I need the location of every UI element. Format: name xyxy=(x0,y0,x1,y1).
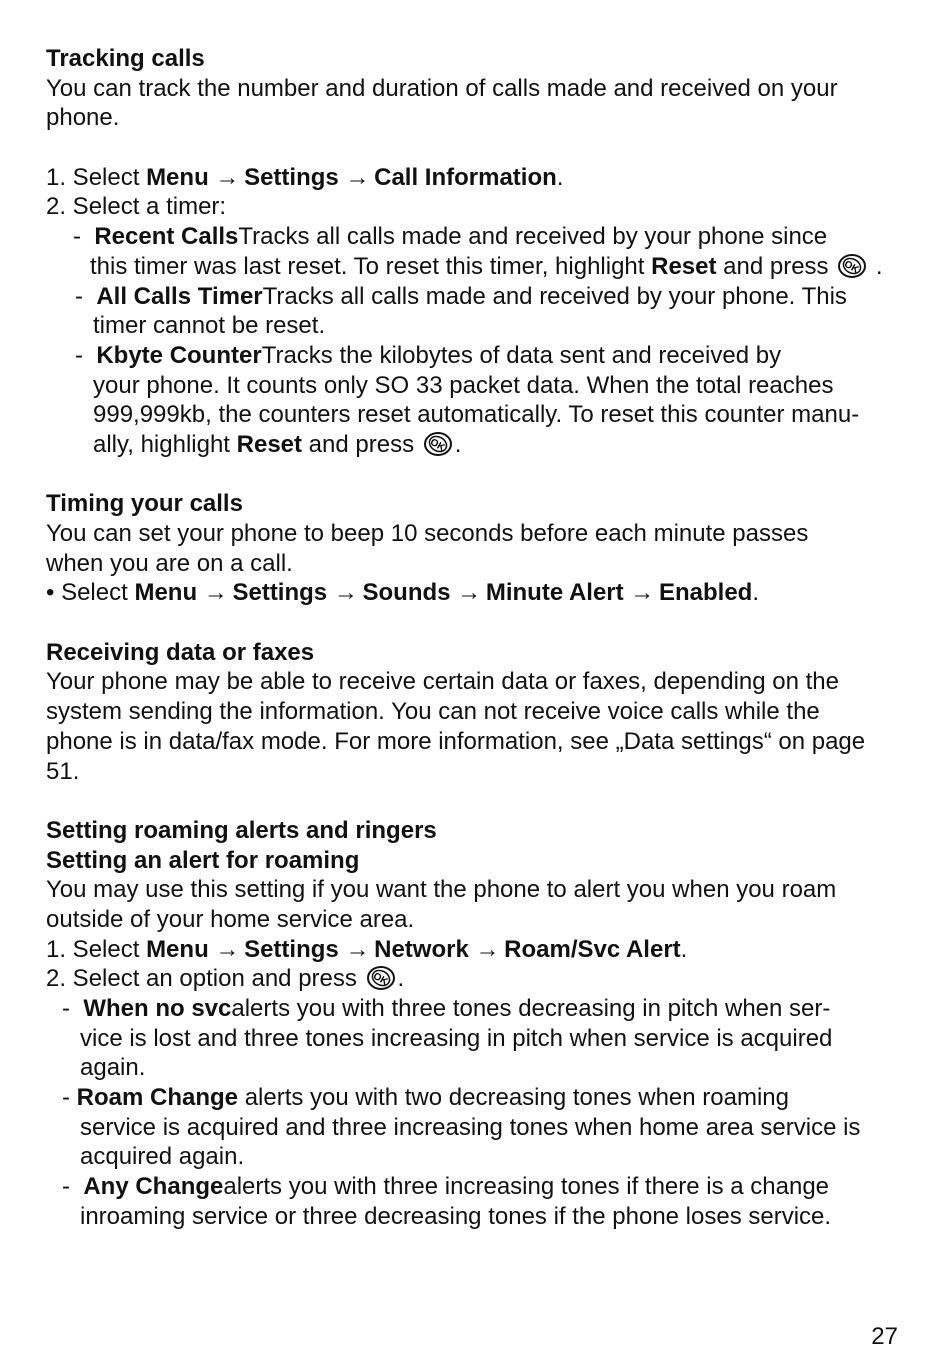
ok-key-icon xyxy=(837,252,867,280)
receiving-text-line-1: Your phone may be able to receive certain data or faxes, depending on the xyxy=(46,668,839,696)
svg-text:OK: OK xyxy=(842,258,861,276)
arrow-right-icon: → xyxy=(475,935,500,963)
arrow-right-icon: → xyxy=(215,935,240,963)
tracking-intro-line-1: You can track the number and duration of calls made and received on your xyxy=(46,74,838,102)
when-no-svc-item-line-3: again. xyxy=(80,1054,146,1082)
roam-change-item-line-2: service is acquired and three increasing tones when home area service is xyxy=(80,1113,861,1141)
arrow-right-icon: → xyxy=(203,579,228,607)
kbyte-counter-item-line-4: ally, highlight Reset and press OK . xyxy=(93,430,462,458)
subsection-heading-roaming-alert: Setting an alert for roaming xyxy=(46,846,360,874)
all-calls-timer-item: - All Calls TimerTracks all calls made and received by your phone. This xyxy=(75,282,847,310)
ok-key-icon xyxy=(423,430,453,458)
when-no-svc-item: - When no svcalerts you with three tones decreasing in pitch when ser- xyxy=(62,995,831,1022)
roaming-text-line-2: outside of your home service area. xyxy=(46,905,415,933)
recent-calls-item: - Recent CallsTracks all calls made and received by your phone since xyxy=(73,223,828,251)
svg-text:OK: OK xyxy=(370,971,390,989)
call-information-label: Call Information xyxy=(374,163,557,191)
ok-key-icon xyxy=(366,964,396,992)
arrow-right-icon: → xyxy=(215,163,240,191)
section-heading-roaming-alerts: Setting roaming alerts and ringers xyxy=(46,816,437,844)
arrow-right-icon: → xyxy=(345,163,370,191)
kbyte-counter-item-line-2: your phone. It counts only SO 33 packet data. When the total reaches xyxy=(93,371,834,399)
section-heading-receiving-data: Receiving data or faxes xyxy=(46,638,315,666)
timing-bullet: • Select Menu → Settings → Sounds → Minute Alert → Enabled. xyxy=(46,579,759,607)
when-no-svc-item-line-2: vice is lost and three tones increasing in pitch when service is acquired xyxy=(80,1024,833,1052)
manual-page xyxy=(46,44,906,1232)
kbyte-counter-item-line-3: 999,999kb, the counters reset automatically. To reset this counter manu- xyxy=(93,401,860,429)
roaming-text-line-1: You may use this setting if you want the phone to alert you when you roam xyxy=(46,876,837,904)
arrow-right-icon: → xyxy=(457,579,482,607)
tracking-step-1: 1. Select Menu → Settings → Call Information. xyxy=(46,163,564,191)
all-calls-timer-item-line-2: timer cannot be reset. xyxy=(93,312,326,340)
kbyte-counter-item: - Kbyte CounterTracks the kilobytes of data sent and received by xyxy=(75,341,782,369)
tracking-step-2: 2. Select a timer: xyxy=(46,193,227,221)
roam-change-item-line-3: acquired again. xyxy=(80,1143,245,1171)
receiving-text-line-4: 51. xyxy=(46,757,80,785)
menu-label: Menu xyxy=(146,163,209,191)
section-heading-timing-calls: Timing your calls xyxy=(46,490,243,518)
timing-text-line-1: You can set your phone to beep 10 seconds before each minute passes xyxy=(46,520,809,547)
page-number: 27 xyxy=(871,1323,898,1350)
recent-calls-item-line-2: this timer was last reset. To reset this timer, highlight Reset and press OK . xyxy=(90,252,883,280)
receiving-text-line-2: system sending the information. You can not receive voice calls while the xyxy=(46,698,820,726)
arrow-right-icon: → xyxy=(345,935,370,963)
tracking-intro-line-2: phone. xyxy=(46,104,120,132)
any-change-item-line-2: inroaming service or three decreasing tones if the phone loses service. xyxy=(80,1202,832,1230)
arrow-right-icon: → xyxy=(333,579,358,607)
roam-change-item: - Roam Change alerts you with two decreasing tones when roaming xyxy=(62,1084,789,1112)
any-change-item: - Any Changealerts you with three increasing tones if there is a change xyxy=(62,1173,830,1201)
receiving-text-line-3: phone is in data/fax mode. For more information, see „Data settings“ on page xyxy=(46,727,866,755)
svg-text:OK: OK xyxy=(427,436,447,454)
section-heading-tracking-calls: Tracking calls xyxy=(46,45,205,72)
settings-label: Settings xyxy=(244,163,339,191)
arrow-right-icon: → xyxy=(630,579,655,607)
timing-text-line-2: when you are on a call. xyxy=(46,549,293,577)
roaming-step-1: 1. Select Menu → Settings → Network → Roam/Svc Alert. xyxy=(46,935,688,963)
roaming-step-2: 2. Select an option and press OK . xyxy=(46,965,405,993)
